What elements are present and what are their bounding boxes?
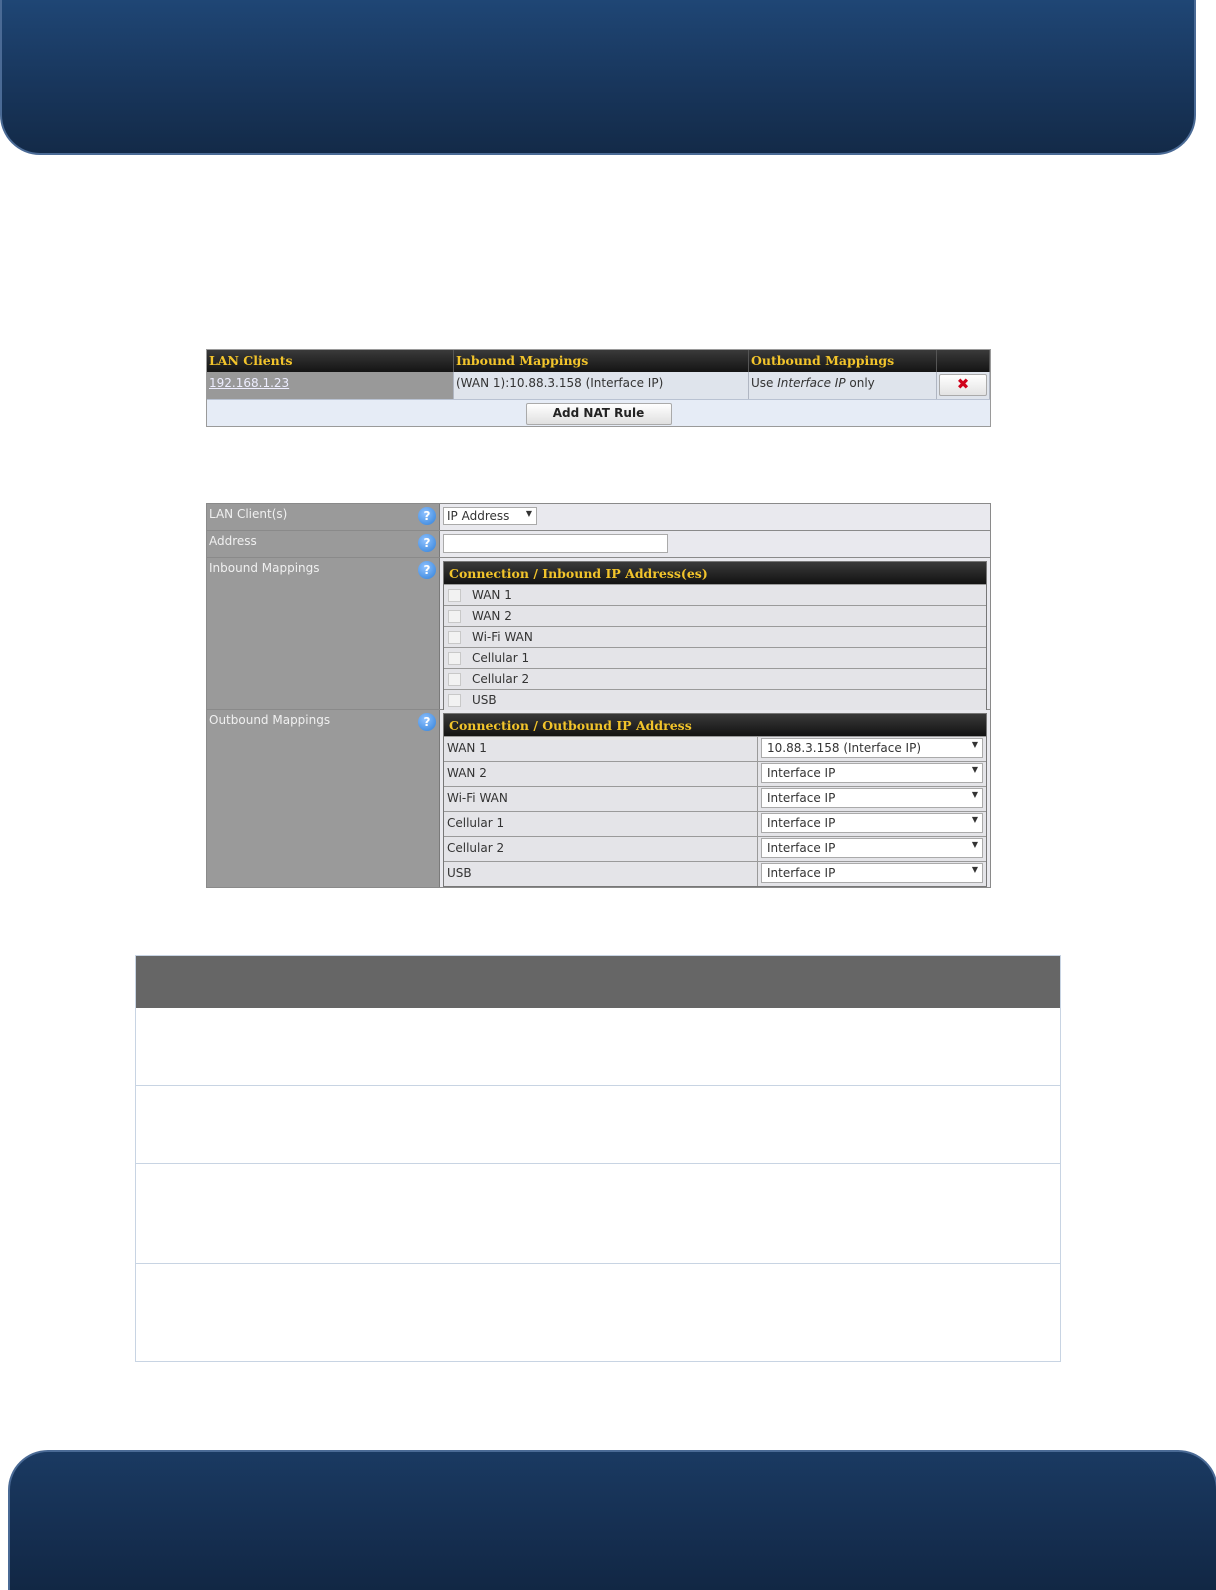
list-item [444,689,986,710]
help-icon[interactable]: ? [418,561,436,579]
select-value: Interface IP [767,866,836,880]
outbound-ip-cell [758,762,986,786]
list-item [444,647,986,668]
help-icon[interactable]: ? [418,534,436,552]
table-row [136,1085,1060,1163]
add-nat-rule-button[interactable]: Add NAT Rule [526,403,672,425]
lan-clients-select[interactable] [443,507,537,525]
col-header-lan-clients: LAN Clients [207,350,454,372]
outbound-ip-cell [758,862,986,886]
table-row [136,1163,1060,1263]
help-icon[interactable]: ? [418,507,436,525]
inbound-mappings-label [207,558,440,709]
connection-name: WAN 2 [444,762,758,786]
outbound-ip-select[interactable] [761,813,983,833]
list-item [444,626,986,647]
list-item [444,584,986,605]
col-header-outbound: Outbound Mappings [749,350,937,372]
item-label: USB [472,693,497,707]
chevron-down-icon: ▼ [971,815,978,824]
outbound-ip-select[interactable] [761,738,983,758]
table-row [207,372,990,400]
inbound-mappings-row [207,558,990,710]
connection-name: Cellular 1 [444,812,758,836]
inbound-mappings-label-text: Inbound Mappings [209,561,320,575]
outbound-table-header: Connection / Outbound IP Address [444,714,986,736]
outbound-prefix: Use [751,376,778,390]
lan-client-cell [207,372,454,399]
outbound-ip-cell [758,737,986,761]
chevron-down-icon: ▼ [971,765,978,774]
outbound-ip-cell [758,812,986,836]
chevron-down-icon: ▼ [971,865,978,874]
outbound-mappings-label [207,710,440,887]
select-value: Interface IP [767,766,836,780]
nat-rules-header [207,350,990,372]
outbound-mappings-table [443,713,987,887]
help-icon[interactable]: ? [418,713,436,731]
address-value [440,531,990,557]
select-value: Interface IP [767,816,836,830]
wan2-checkbox[interactable] [448,610,461,623]
outbound-ip-select[interactable] [761,838,983,858]
cellular1-checkbox[interactable] [448,652,461,665]
description-table-header [136,956,1060,1008]
outbound-cell [749,372,937,399]
lan-clients-row [207,504,990,531]
col-header-inbound: Inbound Mappings [454,350,749,372]
wan1-checkbox[interactable] [448,589,461,602]
cellular2-checkbox[interactable] [448,673,461,686]
wifi-wan-checkbox[interactable] [448,631,461,644]
outbound-ip-cell [758,787,986,811]
outbound-mappings-value [440,710,990,887]
inbound-mappings-value [440,558,990,709]
connection-name: USB [444,862,758,886]
connection-name: Wi-Fi WAN [444,787,758,811]
address-label [207,531,440,557]
outbound-mappings-label-text: Outbound Mappings [209,713,331,727]
table-row [444,811,986,836]
chevron-down-icon: ▼ [971,740,978,749]
delete-rule-button[interactable] [939,374,987,396]
item-label: Cellular 2 [472,672,530,686]
list-item [444,605,986,626]
address-input[interactable] [443,534,668,553]
table-row [444,761,986,786]
inbound-mappings-table [443,561,987,711]
item-label: WAN 1 [472,588,512,602]
item-label: Cellular 1 [472,651,530,665]
description-table [135,955,1061,1362]
table-row [136,1263,1060,1361]
delete-icon: ✖ [956,375,970,393]
select-value: Interface IP [767,791,836,805]
select-value: Interface IP [767,841,836,855]
nat-rule-form [206,503,991,888]
col-header-actions [937,350,990,372]
bottom-banner [8,1450,1216,1590]
actions-cell [937,372,990,399]
table-row [136,1008,1060,1085]
select-value: 10.88.3.158 (Interface IP) [767,741,922,755]
connection-name: WAN 1 [444,737,758,761]
connection-name: Cellular 2 [444,837,758,861]
inbound-table-header: Connection / Inbound IP Address(es) [444,562,986,584]
outbound-ip-cell [758,837,986,861]
table-row [444,736,986,761]
outbound-ip-select[interactable] [761,788,983,808]
outbound-mappings-row [207,710,990,887]
lan-client-link[interactable]: 192.168.1.23 [209,376,290,390]
table-row [444,836,986,861]
item-label: Wi-Fi WAN [472,630,533,644]
lan-clients-label [207,504,440,530]
chevron-down-icon: ▼ [971,790,978,799]
lan-clients-label-text: LAN Client(s) [209,507,288,521]
chevron-down-icon: ▼ [525,509,532,518]
chevron-down-icon: ▼ [971,840,978,849]
table-row [444,861,986,886]
list-item [444,668,986,689]
address-row [207,531,990,558]
address-label-text: Address [209,534,257,548]
top-banner [0,0,1196,155]
outbound-italic: Interface IP [777,376,846,390]
nat-rules-table [206,349,991,427]
outbound-ip-select[interactable] [761,763,983,783]
lan-clients-value [440,504,990,530]
outbound-ip-select[interactable] [761,863,983,883]
item-label: WAN 2 [472,609,512,623]
nat-rules-footer [207,400,990,427]
table-row [444,786,986,811]
outbound-suffix: only [845,376,875,390]
usb-checkbox[interactable] [448,694,461,707]
inbound-cell: (WAN 1):10.88.3.158 (Interface IP) [454,372,749,399]
lan-clients-select-value: IP Address [447,509,510,523]
